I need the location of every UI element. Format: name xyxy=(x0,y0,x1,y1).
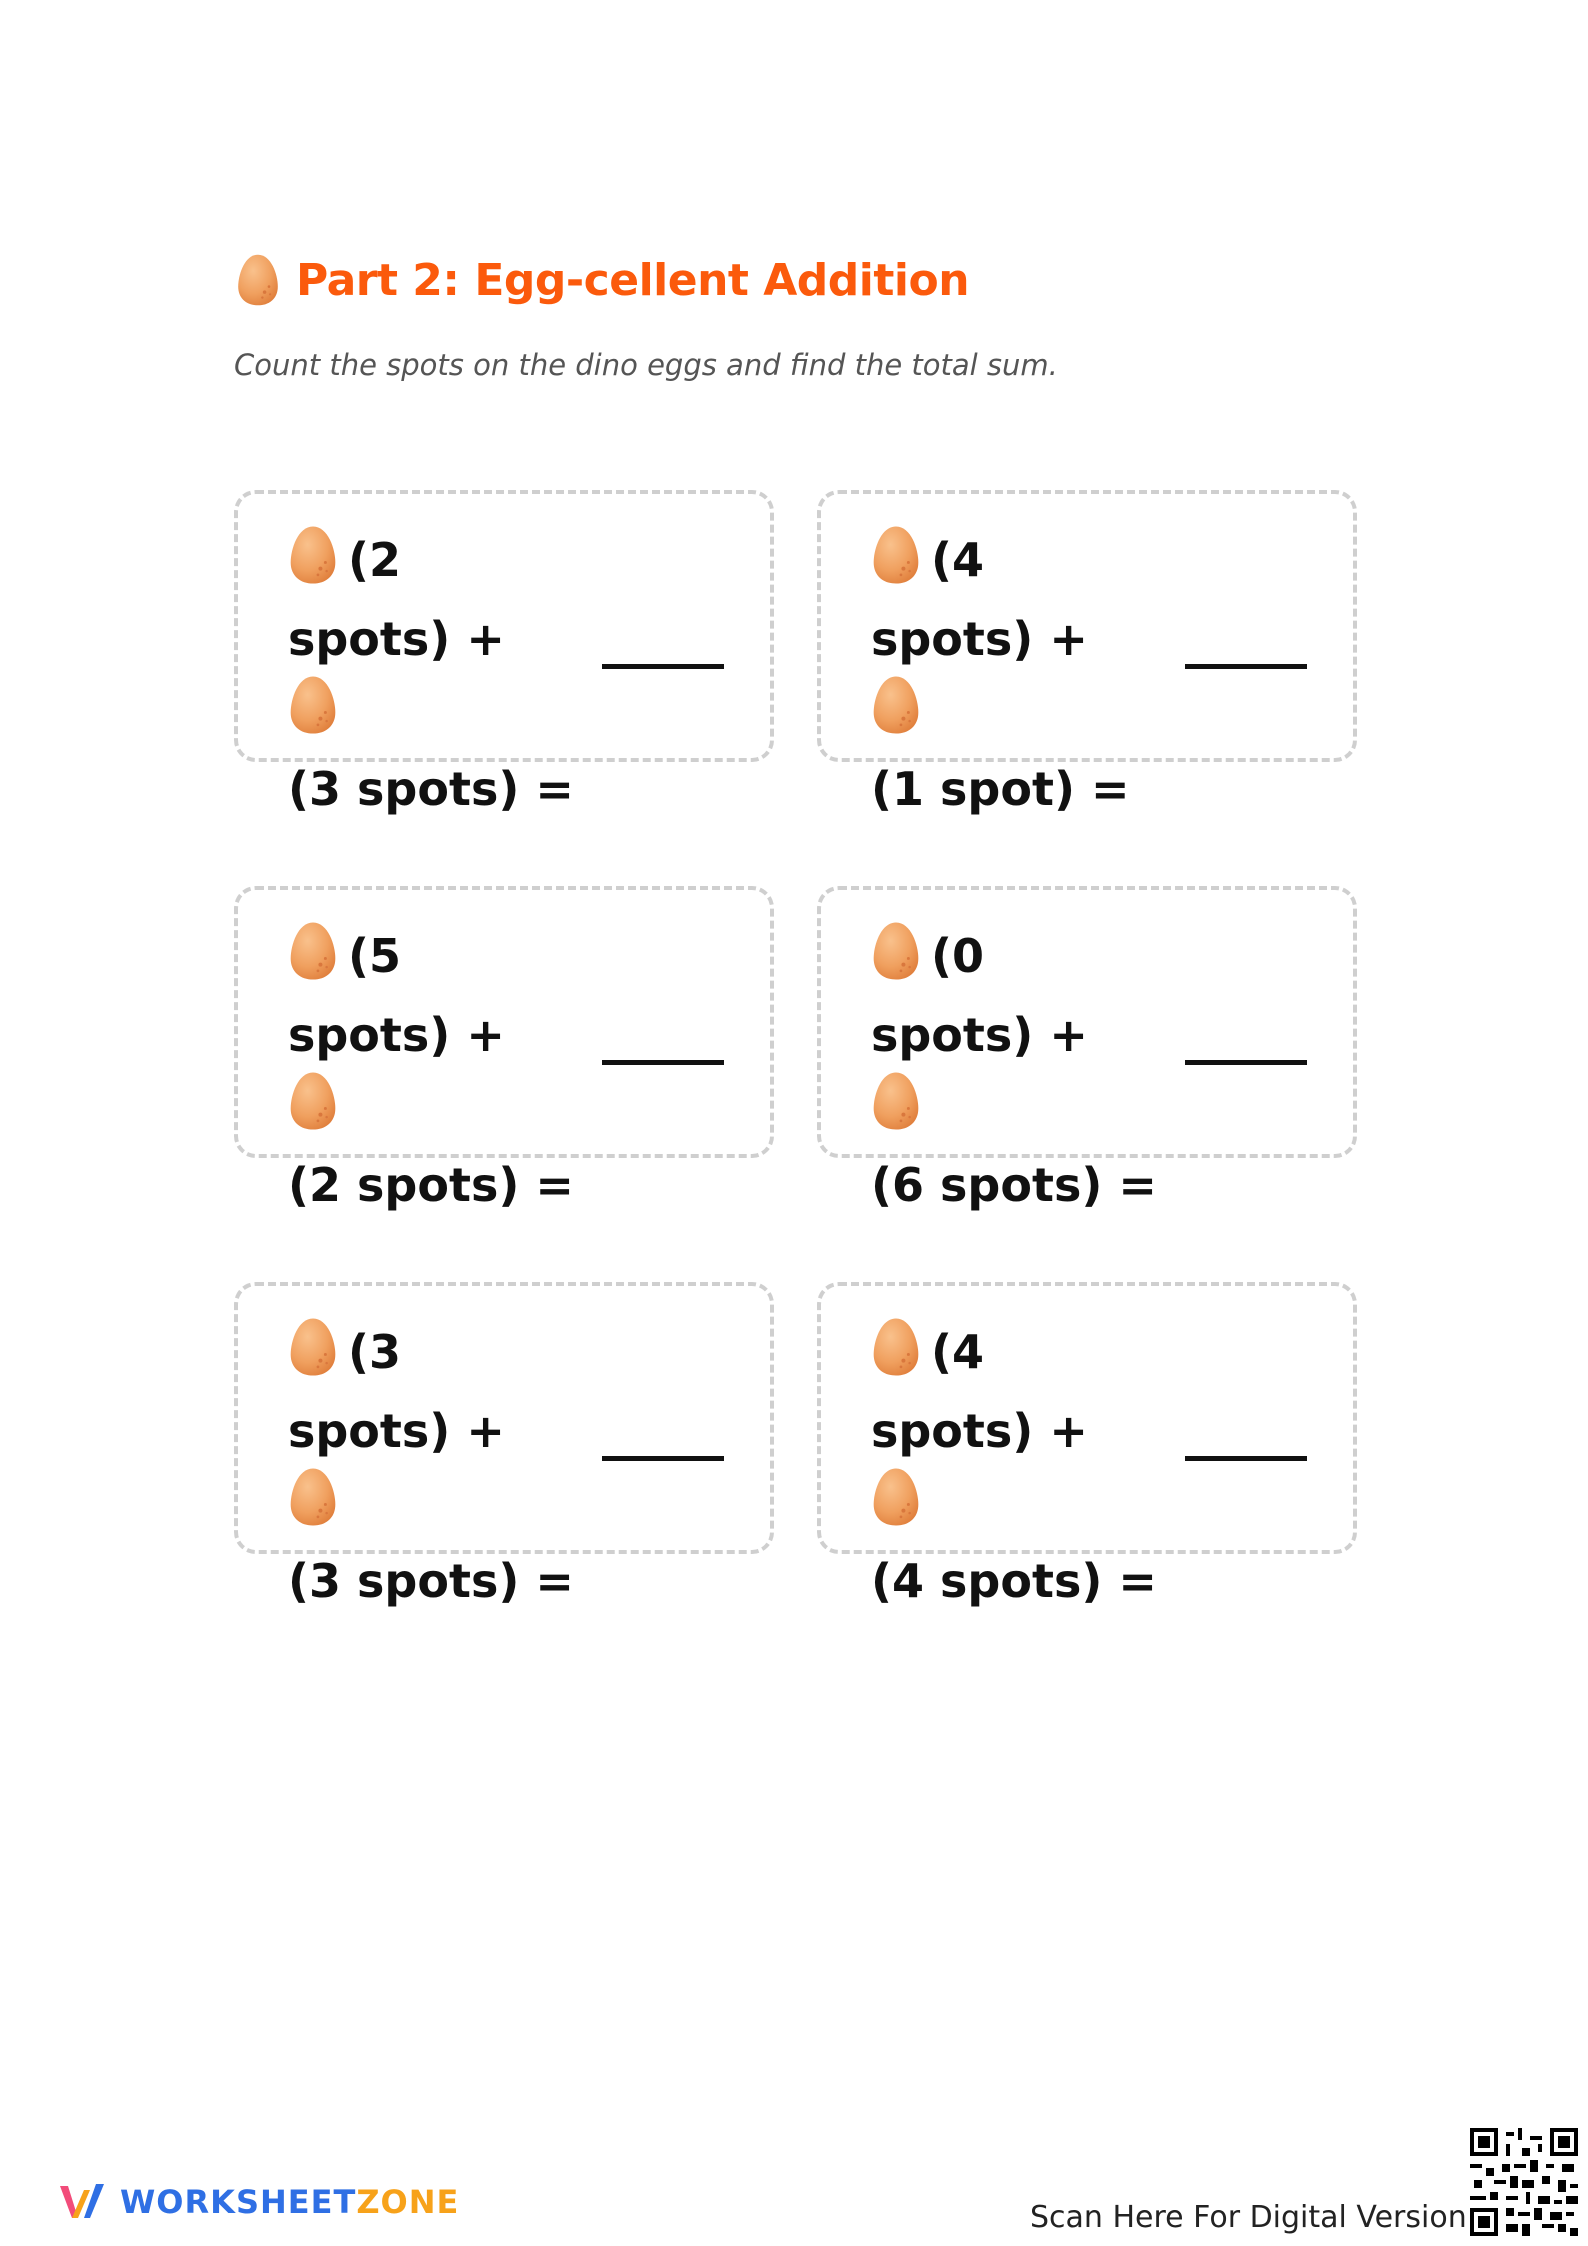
title-text: Part 2: Egg-cellent Addition xyxy=(296,254,970,306)
problem-line-3: (2 spots) = xyxy=(288,1158,574,1212)
problem-line-2: spots) + xyxy=(871,1404,1088,1458)
answer-blank[interactable] xyxy=(602,1456,724,1461)
problem-line-3: (1 spot) = xyxy=(871,762,1130,816)
problem-text xyxy=(288,1316,578,1616)
problem-card-3 xyxy=(234,886,774,1212)
problem-text xyxy=(871,920,1161,1220)
problem-line-2: spots) + xyxy=(288,1008,505,1062)
problem-line-2: spots) + xyxy=(871,612,1088,666)
problem-card-4 xyxy=(817,886,1357,1212)
problem-line-3: (3 spots) = xyxy=(288,762,574,816)
answer-blank[interactable] xyxy=(602,664,724,669)
egg-icon xyxy=(288,920,338,982)
scan-text: Scan Here For Digital Version xyxy=(1030,2200,1467,2235)
problem-text xyxy=(288,920,578,1220)
egg-icon xyxy=(288,674,338,736)
problem-line-2: spots) + xyxy=(871,1008,1088,1062)
problem-card-1 xyxy=(234,490,774,816)
problem-card-5 xyxy=(234,1282,774,1608)
egg-icon xyxy=(288,524,338,586)
problem-line-1: (4 xyxy=(931,1325,985,1379)
logo-text: WORKSHEETZONE xyxy=(120,2183,460,2221)
problem-line-1: (2 xyxy=(348,533,402,587)
answer-blank[interactable] xyxy=(1185,1456,1307,1461)
problem-line-3: (4 spots) = xyxy=(871,1554,1157,1608)
answer-blank[interactable] xyxy=(1185,664,1307,669)
egg-icon xyxy=(288,1070,338,1132)
problem-line-2: spots) + xyxy=(288,612,505,666)
problem-line-3: (6 spots) = xyxy=(871,1158,1157,1212)
egg-icon xyxy=(871,674,921,736)
logo-w-icon xyxy=(58,2180,110,2224)
answer-blank[interactable] xyxy=(1185,1060,1307,1065)
answer-blank[interactable] xyxy=(602,1060,724,1065)
problem-line-1: (4 xyxy=(931,533,985,587)
problem-line-1: (3 xyxy=(348,1325,402,1379)
problem-line-1: (5 xyxy=(348,929,402,983)
egg-icon xyxy=(871,524,921,586)
problem-text xyxy=(288,524,578,824)
egg-icon xyxy=(871,920,921,982)
problem-line-2: spots) + xyxy=(288,1404,505,1458)
qr-code-icon[interactable] xyxy=(1470,2128,1578,2236)
egg-icon xyxy=(288,1466,338,1528)
problem-grid xyxy=(234,490,1357,1608)
egg-icon xyxy=(871,1070,921,1132)
problem-text xyxy=(871,524,1161,824)
problem-text xyxy=(871,1316,1161,1616)
egg-icon xyxy=(871,1466,921,1528)
problem-line-1: (0 xyxy=(931,929,985,983)
problem-line-3: (3 spots) = xyxy=(288,1554,574,1608)
problem-card-2 xyxy=(817,490,1357,816)
egg-icon xyxy=(871,1316,921,1378)
page-title xyxy=(236,252,969,308)
worksheetzone-logo[interactable] xyxy=(58,2180,459,2224)
instructions: Count the spots on the dino eggs and find the total sum. xyxy=(234,348,1058,382)
egg-icon xyxy=(288,1316,338,1378)
egg-icon xyxy=(236,252,280,308)
problem-card-6 xyxy=(817,1282,1357,1608)
